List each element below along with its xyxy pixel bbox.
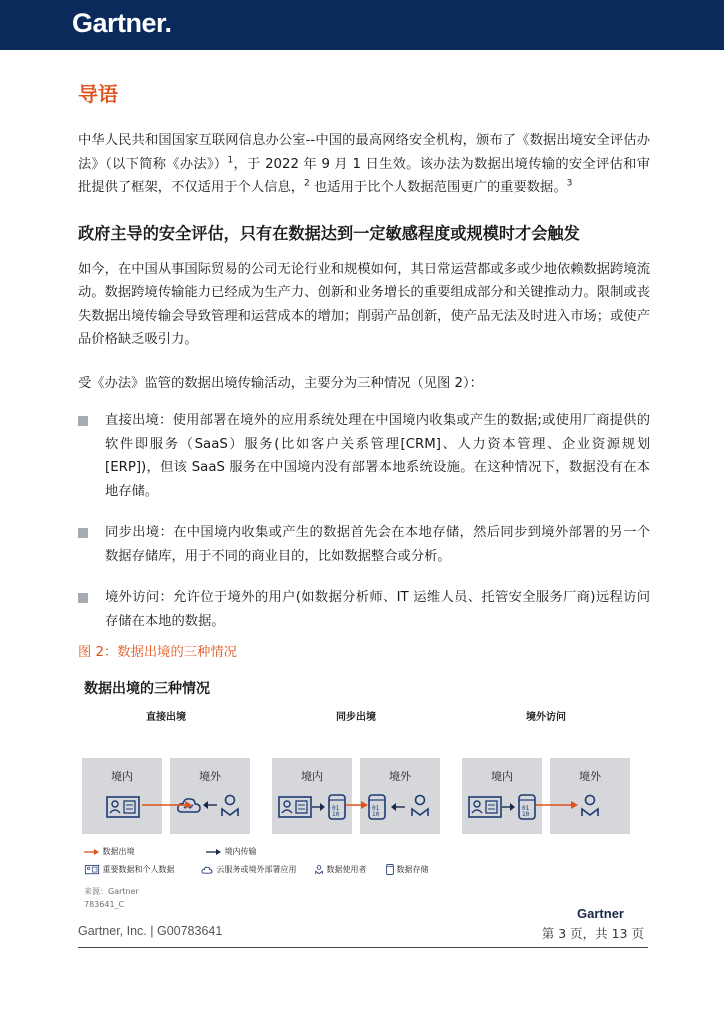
inbound-arrow-icon <box>502 802 516 812</box>
legend-cloud <box>200 864 297 875</box>
figure-id: 783641_C <box>84 900 125 909</box>
subheading: 政府主导的安全评估，只有在数据达到一定敏感程度或规模时才会触发 <box>78 223 580 243</box>
domestic-box <box>462 758 542 834</box>
box-label: 境内 <box>301 770 323 783</box>
bullet-square-icon <box>78 416 88 426</box>
figure-diagram <box>78 678 650 921</box>
outbound-arrow-icon <box>536 800 580 810</box>
storage-icon <box>368 794 386 820</box>
overseas-box <box>170 758 250 834</box>
cloud-icon <box>200 865 214 875</box>
legend-label: 数据使用者 <box>326 865 367 874</box>
gartner-logo: Gartner. <box>72 8 172 38</box>
legend-important-data <box>84 864 175 875</box>
page-footer <box>78 922 648 948</box>
box-label: 境内 <box>491 770 513 783</box>
svg-text:10: 10 <box>372 811 380 818</box>
svg-text:01: 01 <box>372 805 380 812</box>
overseas-box <box>360 758 440 834</box>
footer-page-number: 第 3 页，共 13 页 <box>541 926 644 941</box>
list-item <box>78 521 650 568</box>
box-label: 境外 <box>389 770 411 783</box>
box-label: 境外 <box>199 770 221 783</box>
domestic-box <box>272 758 352 834</box>
legend-label: 数据存储 <box>396 865 429 874</box>
paragraph-3: 受《办法》监管的数据出境传输活动，主要分为三种情况（见图 2）： <box>78 375 483 391</box>
list-item <box>78 409 650 503</box>
outbound-arrow-icon <box>84 848 100 856</box>
legend-label: 重要数据和个人数据 <box>102 865 175 874</box>
important-data-icon <box>106 796 140 820</box>
group-title: 同步出境 <box>336 712 376 723</box>
group-title: 直接出境 <box>146 712 186 723</box>
svg-text:01: 01 <box>522 805 530 812</box>
bullet-text: 同步出境：在中国境内收集或产生的数据首先会在本地存储，然后同步到境外部署的另一个数据存储库，用于不同的商业目的，比如数据整合或分析。 <box>105 525 650 564</box>
footnote-ref-1: 1 <box>227 155 234 166</box>
svg-text:01: 01 <box>332 805 340 812</box>
legend-outbound <box>84 846 135 857</box>
footnote-ref-2: 2 <box>304 178 310 189</box>
box-label: 境外 <box>579 770 601 783</box>
legend-label: 数据出境 <box>102 847 135 856</box>
domestic-box <box>82 758 162 834</box>
important-data-icon <box>278 796 312 820</box>
legend-inbound <box>206 846 257 857</box>
inbound-arrow-icon <box>202 800 218 810</box>
user-icon <box>220 794 240 818</box>
svg-text:10: 10 <box>522 811 530 818</box>
group-title: 境外访问 <box>526 712 566 723</box>
outbound-arrow-icon <box>142 800 194 810</box>
figure-title: 数据出境的三种情况 <box>84 681 210 697</box>
footer-doc-id: Gartner, Inc. | G00783641 <box>78 924 223 938</box>
storage-icon <box>328 794 346 820</box>
svg-text:10: 10 <box>332 811 340 818</box>
user-icon <box>314 865 324 875</box>
user-icon <box>410 794 430 818</box>
header-bar <box>0 0 724 50</box>
overseas-box <box>550 758 630 834</box>
storage-icon <box>386 864 394 875</box>
list-item <box>78 586 650 633</box>
legend-label: 云服务或境外部署应用 <box>216 865 297 874</box>
intro-text-a: 中华人民共和国国家互联网信息办公室--中国的最高网络安全机构，颁布了《数据出境安全评估办法》（以下简称《办法》） <box>78 133 650 172</box>
storage-icon <box>518 794 536 820</box>
inbound-arrow-icon <box>312 802 326 812</box>
paragraph-2: 如今，在中国从事国际贸易的公司无论行业和规模如何，其日常运营都或多或少地依赖数据跨境流动。数据跨境传输能力已经成为生产力、创新和业务增长的重要组成部分和关键推动力。限制或丧失数据出境传输会导致管理和运营成本的增加；削弱产品创新，使产品无法及时进入市场；或使产品价格缺乏吸引力。 <box>78 261 650 347</box>
bullet-text: 直接出境：使用部署在境外的应用系统处理在中国境内收集或产生的数据;或使用厂商提供的软件即服务（SaaS）服务(比如客户关系管理[CRM]、人力资本管理、企业资源规划[ERP])，但该 SaaS 服务在中国境内没有部署本地系统设施。在这种情况下，数据没有在本地存储。 <box>105 413 650 499</box>
user-icon <box>580 794 600 818</box>
bullet-list <box>78 409 650 633</box>
gartner-brand-mark: Gartner <box>577 906 624 921</box>
inbound-arrow-icon <box>390 802 406 812</box>
inbound-arrow-icon <box>206 848 222 856</box>
important-data-icon <box>468 796 502 820</box>
bullet-square-icon <box>78 593 88 603</box>
footnote-ref-3: 3 <box>566 178 573 189</box>
section-title: 导语 <box>78 82 118 106</box>
outbound-arrow-icon <box>346 800 370 810</box>
bullet-text: 境外访问：允许位于境外的用户(如数据分析师、IT 运维人员、托管安全服务厂商)远程访问存储在本地的数据。 <box>105 590 650 629</box>
legend-user <box>314 864 367 875</box>
intro-text-b: ，于 2022 年 9 月 1 日生效。该办法为数据出境传输的安全评估和审批提供了框架，不仅适用于个人信息， <box>78 156 651 195</box>
intro-paragraph <box>78 129 650 200</box>
figure-source: 来源：Gartner <box>84 887 139 896</box>
bullet-square-icon <box>78 528 88 538</box>
page-content <box>78 72 651 921</box>
intro-text-c: 也适用于比个人数据范围更广的重要数据。 <box>309 180 567 195</box>
figure-caption: 图 2：数据出境的三种情况 <box>78 645 237 660</box>
legend-label: 境内传输 <box>224 847 257 856</box>
legend-storage <box>386 864 429 875</box>
important-data-icon <box>84 865 100 875</box>
box-label: 境内 <box>111 770 133 783</box>
